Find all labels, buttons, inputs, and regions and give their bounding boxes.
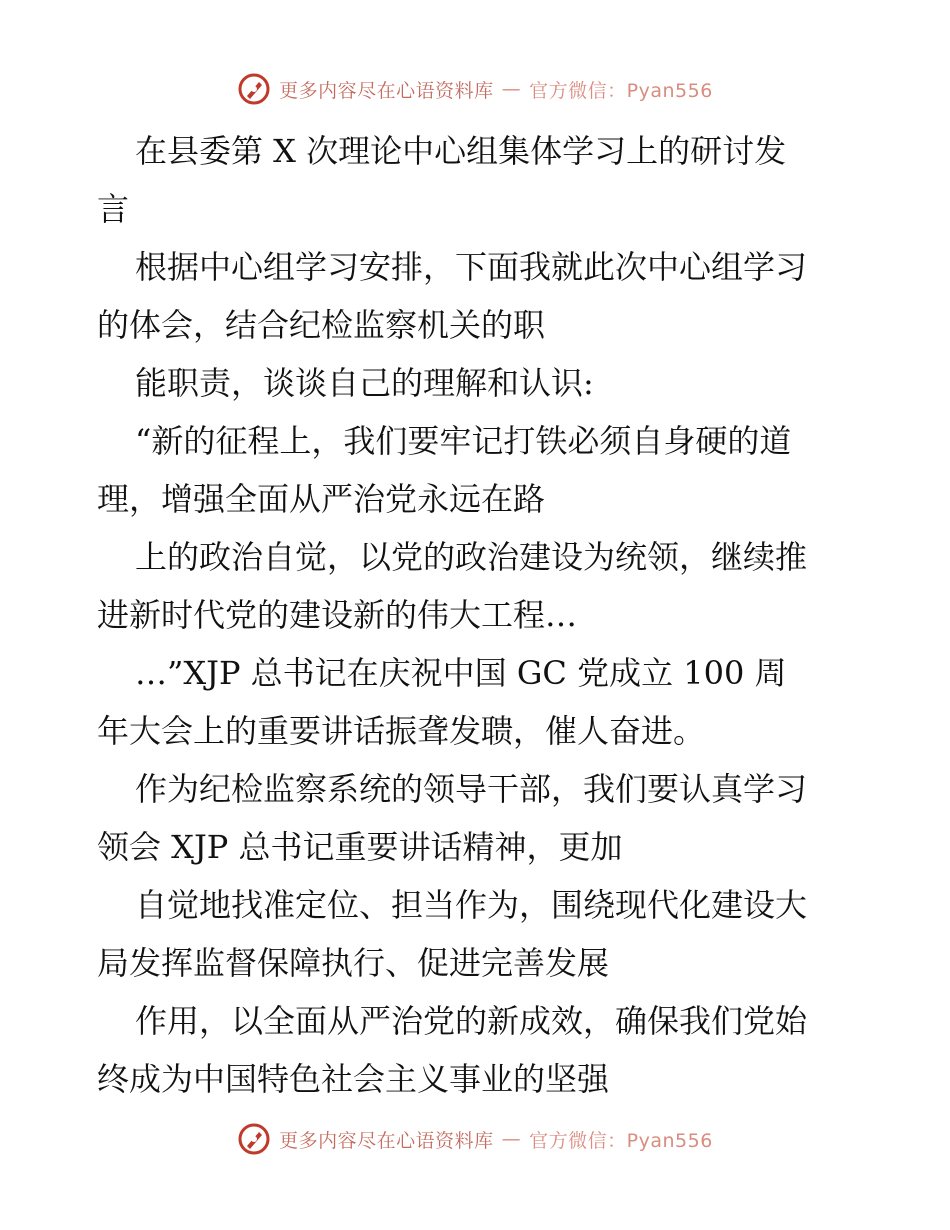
- watermark-main-text: 更多内容尽在心语资料库: [279, 79, 494, 102]
- paragraph-line: 作为纪检监察系统的领导干部，我们要认真学习: [135, 770, 808, 808]
- title-line-2: 言: [97, 190, 130, 228]
- title-line-1: 在县委第 X 次理论中心组集体学习上的研讨发: [135, 132, 787, 170]
- watermark-main-text: 更多内容尽在心语资料库: [279, 1129, 494, 1152]
- paragraph-line: 终成为中国特色社会主义事业的坚强: [97, 1060, 610, 1098]
- paragraph-line: 根据中心组学习安排，下面我就此次中心组学习: [135, 248, 808, 286]
- paragraph-line: 理，增强全面从严治党永远在路: [97, 480, 546, 518]
- watermark-separator: —: [501, 78, 522, 100]
- paragraph-line: 的体会，结合纪检监察机关的职: [97, 306, 546, 344]
- pen-logo-icon: [237, 72, 271, 106]
- footer-watermark: [0, 1122, 950, 1156]
- paragraph-line: 领会 XJP 总书记重要讲话精神，更加: [97, 828, 623, 866]
- paragraph-line: 年大会上的重要讲话振聋发聩，催人奋进。: [97, 712, 706, 750]
- pen-logo-icon: [237, 1122, 271, 1156]
- document-body: [97, 122, 857, 1108]
- watermark-wechat-text: 官方微信：Pyan556: [529, 79, 713, 102]
- header-watermark: [0, 72, 950, 106]
- paragraph-line: 自觉地找准定位、担当作为，围绕现代化建设大: [135, 886, 808, 924]
- paragraph-line: 局发挥监督保障执行、促进完善发展: [97, 944, 610, 982]
- watermark-wechat-text: 官方微信：Pyan556: [529, 1129, 713, 1152]
- paragraph-line: …”XJP 总书记在庆祝中国 GC 党成立 100 周: [135, 654, 787, 692]
- paragraph-line: 上的政治自觉，以党的政治建设为统领，继续推: [135, 538, 808, 576]
- paragraph-line: “新的征程上，我们要牢记打铁必须自身硬的道: [135, 422, 792, 460]
- watermark-separator: —: [501, 1128, 522, 1150]
- paragraph-line: 作用，以全面从严治党的新成效，确保我们党始: [135, 1002, 808, 1040]
- paragraph-line: 进新时代党的建设新的伟大工程…: [97, 596, 578, 634]
- paragraph-line: 能职责，谈谈自己的理解和认识:: [135, 364, 594, 402]
